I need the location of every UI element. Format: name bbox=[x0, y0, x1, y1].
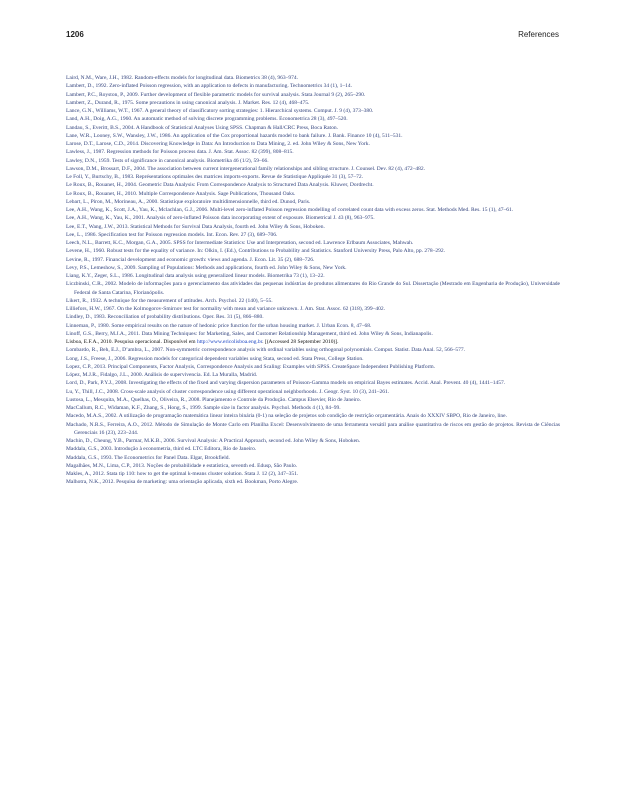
reference-entry: Machin, D., Cheung, Y.B., Parmar, M.K.B., 2006. Survival Analysis: A Practical Approach, second ed. John Wiley & Sons, Hoboken. bbox=[66, 438, 361, 444]
reference-entry: Machado, N.R.S., Ferreira, A.O., 2012. Método de Simulação de Monte Carlo em Planilha Excel: Desenvolvimento de uma ferramenta versátil para análise quantitativa de riscos em gestão de projetos. Revista de Ciências Gerenciais 16 (23), 223–244. bbox=[66, 421, 560, 436]
reference-entry: Maddala, G.S., 2003. Introdução à econometria, third ed. LTC Editora, Rio de Janeiro. bbox=[66, 446, 257, 453]
reference-entry: Levy, P.S., Lemeshow, S., 2009. Sampling of Populations: Methods and applications, fourth ed. John Wiley & Sons, New York. bbox=[66, 264, 347, 271]
reference-entry: Makles, A., 2012. Stata tip 110: how to get the optimal k-means cluster solution. Stata J. 12 (2), 347–351. bbox=[66, 471, 299, 477]
reference-entry: Le Foll, Y., Burtschy, B., 1983. Représentations optimales des matrices imports-exports. Revue de Statistique Appliquée 31 (3), 57–72. bbox=[66, 174, 364, 180]
page-number: 1206 bbox=[66, 30, 84, 39]
reference-entry: Lilliefors, H.W., 1967. On the Kolmogorov-Smirnov test for normality with mean and variance unknown. J. Am. Stat. Assoc. 62 (318), 399–402. bbox=[66, 306, 386, 312]
reference-entry: Linoff, G.S., Berry, M.J.A., 2011. Data Mining Techniques: for Marketing, Sales, and Customer Relationship Management, third ed. John Wiley & Sons, Indianapolis. bbox=[66, 330, 433, 337]
reference-entry: Lindley, D., 1983. Reconciliation of probability distributions. Oper. Res. 31 (5), 866–880. bbox=[66, 314, 264, 321]
reference-entry: Le Roux, B., Rouanet, H., 2004. Geometric Data Analysis: From Correspondence Analysis to Structured Data Analysis. Kluwer, Dordrecht. bbox=[66, 182, 374, 189]
reference-entry: Malhotra, N.K., 2012. Pesquisa de marketing: uma orientação aplicada, sixth ed. Bookman, Porto Alegre. bbox=[66, 479, 299, 486]
reference-entry: MacCallum, R.C., Widaman, K.F., Zhang, S., Hong, S., 1999. Sample size in factor analysis. Psychol. Methods 4 (1), 84–99. bbox=[66, 405, 341, 411]
reference-entry: Liang, K.Y., Zeger, S.L., 1986. Longitudinal data analysis using generalized linear models. Biometrika 73 (1), 13–22. bbox=[66, 273, 325, 279]
reference-text: . [(Accessed 28 September 2010)]. bbox=[262, 339, 339, 345]
reference-entry: Linneman, P., 1980. Some empirical results on the nature of hedonic price function for the urban housing market. J. Urban Econ. 8, 47–68. bbox=[66, 322, 372, 329]
reference-entry: Lawson, D.M., Brossart, D.F., 2004. The association between current intergenerational family relationships and sibling structure. J. Counsel. Dev. 82 (4), 472–482. bbox=[66, 165, 426, 172]
reference-entry: Lambert, P.C., Royston, P., 2009. Further development of flexible parametric models for survival analysis. Stata Journal 9 (2), 265–290. bbox=[66, 91, 366, 98]
reference-entry: Land, A.H., Doig, A.G., 1960. An automatic method of solving discrete programming problems. Econometrica 28 (3), 497–520. bbox=[66, 116, 348, 123]
reference-link[interactable]: http://www.ericolisboa.eng.br bbox=[196, 339, 263, 345]
reference-entry: Lawless, J., 1987. Regression methods for Poisson process data. J. Am. Stat. Assoc. 82 (399), 808–815. bbox=[66, 149, 294, 156]
reference-entry: Lee, A.H., Wang, K., Yau, K., 2001. Analysis of zero-inflated Poisson data incorporating extent of exposure. Biometrical J. 43 (8), 963–975. bbox=[66, 215, 375, 222]
reference-entry: Maddala, G.S., 1993. The Econometrics for Panel Data. Elgar, Brookfield. bbox=[66, 454, 230, 461]
reference-entry: Lee, L., 1986. Specification test for Poisson regression models. Int. Econ. Rev. 27 (3), 689–706. bbox=[66, 231, 278, 238]
reference-entry: Lance, G.N., Williams, W.T., 1967. A general theory of classificatory sorting strategies: 1. Hierarchical systems. Comput. J. 9 (4), 373–380. bbox=[66, 108, 374, 114]
reference-entry: Lord, D., Park, P.Y.J., 2008. Investigating the effects of the fixed and varying dispersion parameters of Poisson-Gamma models on empirical Bayes estimates. Accid. Anal. Prevent. 40 (4), 1441–1457. bbox=[66, 380, 506, 387]
reference-entry: Lane, W.R., Looney, S.W., Wansley, J.W., 1986. An application of the Cox proportional hazards model to bank failure. J. Bank. Finance 10 (4), 511–531. bbox=[66, 132, 403, 139]
reference-entry: Lee, A.H., Wang, K., Scott, J.A., Yau, K., Mclachlan, G.J., 2006. Multi-level zero-inflated Poisson regression modelling of correlated count data with excess zeros. Stat. Methods Med. Res. 15 (1), 47–61. bbox=[66, 207, 514, 213]
reference-entry: López, M.J.R., Fidalgo, J.L., 2000. Análisis de supervivencia. Ed. La Muralla, Madrid. bbox=[66, 372, 258, 378]
reference-entry: Laird, N.M., Ware, J.H., 1982. Random-effects models for longitudinal data. Biometrics 38 (4), 963–974. bbox=[66, 75, 298, 81]
reference-entry: Lu, Y., Thill, J.C., 2008. Cross-scale analysis of cluster correspondence using different operational neighborhoods. J. Geogr. Syst. 10 (3), 241–261. bbox=[66, 388, 390, 395]
running-head: References bbox=[518, 30, 559, 39]
reference-entry: Lebart, L., Piron, M., Morineau, A., 2000. Statistique exploratoire multidimensionnelle, third ed. Dunod, Paris. bbox=[66, 198, 311, 205]
reference-entry: Leech, N.L., Barrett, K.C., Morgan, G.A., 2005. SPSS for Intermediate Statistics: Use and Interpretation, second ed. Lawrence Erlbaum Associates, Mahwah. bbox=[66, 240, 414, 246]
reference-entry: Lambert, D., 1992. Zero-inflated Poisson regression, with an application to defects in manufacturing. Technometrics 34 (1), 1–14. bbox=[66, 83, 353, 90]
reference-entry: Lambert, Z., Durand, R., 1975. Some precautions in using canonical analysis. J. Market. Res. 12 (4), 468–475. bbox=[66, 99, 310, 106]
reference-entry: Levene, H., 1960. Robust tests for the equality of variance. In: Olkin, I. (Ed.), Contributions to Probability and Statistics. Stanford University Press, Palo Alto, pp. 278–292. bbox=[66, 248, 445, 255]
reference-entry: Liczbinski, C.R., 2002. Modelo de informações para o gerenciamento das atividades das pequenas indústrias de produtos alimentares do Rio Grande do Sul. Dissertação (Mestrado em Engenharia de Produção), Universidade Federal de Santa Catarina, Florianópolis. bbox=[66, 281, 560, 296]
reference-entry: Lombardo, R., Beh, E.J., D’ambra, L., 2007. Non-symmetric correspondence analysis with ordinal variables using orthogonal polynomials. Comput. Statist. Data Anal. 52, 566–577. bbox=[66, 347, 465, 354]
reference-entry: Lee, E.T., Wang, J.W., 2013. Statistical Methods for Survival Data Analysis, fourth ed. John Wiley & Sons, Hoboken. bbox=[66, 223, 325, 230]
reference-entry bbox=[66, 338, 560, 346]
reference-entry: Le Roux, B., Rouanet, H., 2010. Multiple Correspondence Analysis. Sage Publications, Thousand Oaks. bbox=[66, 190, 296, 197]
reference-entry: Lustosa, L., Mesquita, M.A., Quelhas, O., Oliveira, R., 2008. Planejamento e Controle da Produção. Campus Elsevier, Rio de Janeiro. bbox=[66, 396, 362, 403]
reference-text: Lisboa, E.F.A., 2010. Pesquisa operacional. Disponível em bbox=[66, 339, 197, 345]
page-header bbox=[66, 30, 559, 44]
reference-entry: Magalhães, M.N., Lima, C.P., 2013. Noções de probabilidade e estatística, seventh ed. Edusp, São Paulo. bbox=[66, 462, 298, 469]
reference-entry: Long, J.S., Freese, J., 2006. Regression models for categorical dependent variables using Stata, second ed. Stata Press, College Station. bbox=[66, 355, 364, 362]
reference-entry: Lawley, D.N., 1959. Tests of significance in canonical analysis. Biometrika 46 (1/2), 59–66. bbox=[66, 157, 269, 164]
reference-entry: Likert, R., 1932. A technique for the measurement of attitudes. Arch. Psychol. 22 (140), 5–55. bbox=[66, 297, 273, 304]
reference-entry: Landau, S., Everitt, B.S., 2004. A Handbook of Statistical Analyses Using SPSS. Chapman & Hall/CRC Press, Boca Raton. bbox=[66, 124, 338, 131]
reference-list bbox=[66, 74, 560, 487]
reference-entry: Levine, R., 1997. Financial development and economic growth: views and agenda. J. Econ. Lit. 35 (2), 688–726. bbox=[66, 256, 315, 263]
reference-entry: Macedo, M.A.S., 2002. A utilização de programação matemática linear inteira binária (0-1) na seleção de projetos sob condição de restrição orçamentária. Anais do XXXIV SBPO, Rio de Janeiro, line. bbox=[66, 413, 507, 420]
reference-entry: Larose, D.T., Larose, C.D., 2014. Discovering Knowledge in Data: An Introduction to Data Mining, 2. ed. John Wiley & Sons, New York. bbox=[66, 141, 370, 147]
reference-entry: Lopez, C.P., 2013. Principal Components, Factor Analysis, Correspondence Analysis and Scaling: Examples with SPSS. CreateSpace Independent Publishing Platform. bbox=[66, 363, 436, 370]
